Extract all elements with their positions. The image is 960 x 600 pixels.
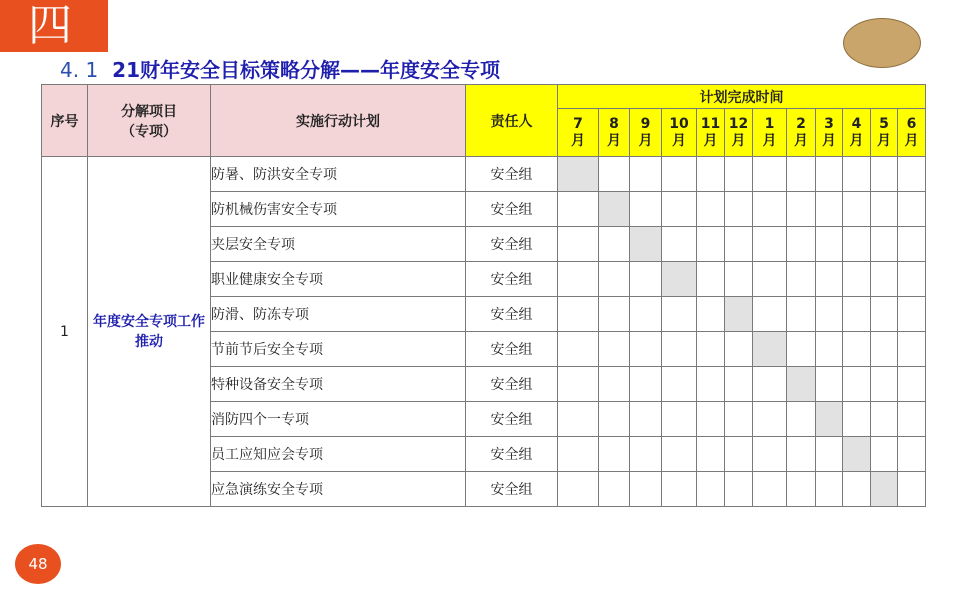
schedule-cell bbox=[662, 192, 697, 227]
owner-cell: 安全组 bbox=[466, 472, 558, 507]
schedule-cell bbox=[599, 332, 630, 367]
schedule-cell bbox=[558, 437, 599, 472]
header-plan: 实施行动计划 bbox=[211, 85, 466, 157]
row-category: 年度安全专项工作推动 bbox=[88, 157, 211, 507]
schedule-cell bbox=[843, 297, 871, 332]
schedule-cell-filled bbox=[787, 367, 816, 402]
plan-item: 特种设备安全专项 bbox=[211, 367, 466, 402]
month-number: 7 bbox=[573, 115, 583, 132]
schedule-cell bbox=[898, 402, 926, 437]
title-text: 21财年安全目标策略分解——年度安全专项 bbox=[112, 58, 501, 82]
schedule-cell bbox=[662, 437, 697, 472]
schedule-cell bbox=[662, 157, 697, 192]
schedule-cell bbox=[753, 157, 787, 192]
schedule-cell bbox=[599, 437, 630, 472]
schedule-cell bbox=[599, 297, 630, 332]
schedule-cell bbox=[816, 262, 843, 297]
schedule-cell bbox=[558, 227, 599, 262]
schedule-cell bbox=[898, 297, 926, 332]
header-schedule: 计划完成时间 bbox=[558, 85, 926, 109]
month-unit: 月 bbox=[672, 132, 686, 149]
schedule-cell bbox=[753, 192, 787, 227]
schedule-cell bbox=[662, 472, 697, 507]
schedule-cell bbox=[871, 367, 898, 402]
month-unit: 月 bbox=[762, 132, 777, 149]
schedule-cell-filled bbox=[871, 472, 898, 507]
schedule-cell bbox=[558, 192, 599, 227]
schedule-cell bbox=[697, 157, 725, 192]
schedule-cell bbox=[871, 262, 898, 297]
schedule-cell-filled bbox=[630, 227, 662, 262]
schedule-cell bbox=[662, 402, 697, 437]
header-breakdown bbox=[88, 85, 211, 157]
header-breakdown-line1: 分解项目 bbox=[121, 103, 177, 120]
schedule-cell bbox=[725, 227, 753, 262]
month-number: 1 bbox=[764, 115, 775, 132]
schedule-cell bbox=[697, 437, 725, 472]
schedule-cell bbox=[898, 227, 926, 262]
header-month bbox=[843, 109, 871, 157]
schedule-cell bbox=[599, 367, 630, 402]
header-month bbox=[558, 109, 599, 157]
schedule-cell bbox=[753, 437, 787, 472]
schedule-cell bbox=[630, 437, 662, 472]
schedule-cell bbox=[558, 262, 599, 297]
month-number: 10 bbox=[669, 115, 689, 132]
schedule-cell bbox=[816, 332, 843, 367]
plan-item: 防暑、防洪安全专项 bbox=[211, 157, 466, 192]
header-breakdown-line2: （专项） bbox=[121, 123, 177, 140]
header-month bbox=[725, 109, 753, 157]
schedule-cell bbox=[599, 402, 630, 437]
schedule-cell bbox=[787, 297, 816, 332]
logo-image bbox=[843, 18, 921, 68]
schedule-cell bbox=[725, 332, 753, 367]
schedule-cell bbox=[697, 262, 725, 297]
header-owner: 责任人 bbox=[466, 85, 558, 157]
header-month bbox=[753, 109, 787, 157]
schedule-cell bbox=[787, 192, 816, 227]
schedule-cell bbox=[697, 332, 725, 367]
schedule-cell bbox=[816, 297, 843, 332]
table-row bbox=[42, 157, 926, 192]
schedule-cell bbox=[662, 367, 697, 402]
owner-cell: 安全组 bbox=[466, 297, 558, 332]
schedule-cell bbox=[662, 227, 697, 262]
page-number-badge: 48 bbox=[15, 544, 61, 584]
schedule-cell bbox=[843, 262, 871, 297]
schedule-cell bbox=[787, 332, 816, 367]
owner-cell: 安全组 bbox=[466, 437, 558, 472]
month-unit: 月 bbox=[877, 132, 891, 149]
header-month bbox=[697, 109, 725, 157]
schedule-cell bbox=[753, 402, 787, 437]
header-month bbox=[662, 109, 697, 157]
schedule-cell bbox=[599, 227, 630, 262]
schedule-cell bbox=[898, 262, 926, 297]
header-month bbox=[630, 109, 662, 157]
schedule-cell bbox=[753, 367, 787, 402]
month-number: 3 bbox=[824, 115, 834, 132]
plan-item: 节前节后安全专项 bbox=[211, 332, 466, 367]
schedule-cell bbox=[816, 157, 843, 192]
schedule-cell bbox=[599, 157, 630, 192]
schedule-cell bbox=[725, 367, 753, 402]
schedule-cell bbox=[630, 472, 662, 507]
plan-item: 消防四个一专项 bbox=[211, 402, 466, 437]
owner-cell: 安全组 bbox=[466, 367, 558, 402]
plan-item: 防滑、防冻专项 bbox=[211, 297, 466, 332]
schedule-cell bbox=[697, 402, 725, 437]
schedule-cell bbox=[787, 157, 816, 192]
schedule-cell-filled bbox=[725, 297, 753, 332]
schedule-cell bbox=[787, 472, 816, 507]
schedule-cell bbox=[697, 472, 725, 507]
header-month bbox=[599, 109, 630, 157]
section-number: 四 bbox=[28, 0, 72, 51]
schedule-cell bbox=[558, 402, 599, 437]
schedule-cell-filled bbox=[843, 437, 871, 472]
schedule-cell-filled bbox=[558, 157, 599, 192]
schedule-cell bbox=[753, 297, 787, 332]
schedule-cell bbox=[787, 402, 816, 437]
schedule-cell bbox=[753, 227, 787, 262]
owner-cell: 安全组 bbox=[466, 402, 558, 437]
header-month bbox=[871, 109, 898, 157]
schedule-cell bbox=[871, 192, 898, 227]
plan-item: 应急演练安全专项 bbox=[211, 472, 466, 507]
month-number: 5 bbox=[879, 115, 889, 132]
month-unit: 月 bbox=[607, 132, 621, 149]
header-month bbox=[816, 109, 843, 157]
header-seq: 序号 bbox=[42, 85, 88, 157]
schedule-cell bbox=[697, 367, 725, 402]
month-unit: 月 bbox=[822, 132, 836, 149]
schedule-cell bbox=[599, 262, 630, 297]
slide-title bbox=[60, 54, 500, 83]
schedule-cell bbox=[816, 472, 843, 507]
schedule-cell bbox=[843, 157, 871, 192]
schedule-cell bbox=[630, 332, 662, 367]
schedule-cell bbox=[898, 437, 926, 472]
month-unit: 月 bbox=[794, 132, 808, 149]
schedule-cell bbox=[599, 472, 630, 507]
schedule-cell bbox=[816, 192, 843, 227]
plan-item: 员工应知应会专项 bbox=[211, 437, 466, 472]
month-number: 8 bbox=[609, 115, 619, 132]
section-marker bbox=[0, 0, 108, 52]
schedule-cell bbox=[816, 227, 843, 262]
schedule-cell bbox=[662, 297, 697, 332]
row-seq: 1 bbox=[42, 157, 88, 507]
schedule-cell bbox=[630, 262, 662, 297]
schedule-cell bbox=[630, 192, 662, 227]
month-number: 11 bbox=[700, 115, 721, 132]
schedule-cell bbox=[753, 262, 787, 297]
plan-item: 职业健康安全专项 bbox=[211, 262, 466, 297]
month-unit: 月 bbox=[731, 132, 746, 149]
schedule-cell bbox=[725, 192, 753, 227]
month-number: 12 bbox=[728, 115, 749, 132]
schedule-cell bbox=[630, 297, 662, 332]
owner-cell: 安全组 bbox=[466, 227, 558, 262]
schedule-cell bbox=[725, 402, 753, 437]
schedule-cell bbox=[898, 472, 926, 507]
month-number: 4 bbox=[851, 115, 862, 132]
schedule-cell bbox=[898, 157, 926, 192]
schedule-cell bbox=[843, 402, 871, 437]
schedule-cell bbox=[662, 332, 697, 367]
schedule-cell bbox=[816, 437, 843, 472]
schedule-cell bbox=[787, 437, 816, 472]
month-unit: 月 bbox=[638, 132, 653, 149]
schedule-cell bbox=[558, 367, 599, 402]
month-number: 9 bbox=[640, 115, 651, 132]
month-unit: 月 bbox=[849, 132, 864, 149]
schedule-cell bbox=[725, 437, 753, 472]
owner-cell: 安全组 bbox=[466, 262, 558, 297]
month-number: 6 bbox=[906, 115, 917, 132]
owner-cell: 安全组 bbox=[466, 157, 558, 192]
schedule-cell-filled bbox=[816, 402, 843, 437]
schedule-cell bbox=[898, 192, 926, 227]
header-month bbox=[898, 109, 926, 157]
schedule-cell bbox=[630, 367, 662, 402]
schedule-cell bbox=[843, 192, 871, 227]
schedule-cell bbox=[630, 157, 662, 192]
schedule-cell bbox=[871, 157, 898, 192]
schedule-cell bbox=[697, 297, 725, 332]
schedule-cell bbox=[871, 332, 898, 367]
owner-cell: 安全组 bbox=[466, 332, 558, 367]
schedule-cell bbox=[843, 472, 871, 507]
schedule-cell bbox=[898, 332, 926, 367]
plan-item: 夹层安全专项 bbox=[211, 227, 466, 262]
month-unit: 月 bbox=[904, 132, 919, 149]
schedule-cell bbox=[725, 157, 753, 192]
schedule-cell-filled bbox=[753, 332, 787, 367]
schedule-cell-filled bbox=[662, 262, 697, 297]
schedule-cell bbox=[558, 472, 599, 507]
schedule-cell bbox=[787, 262, 816, 297]
schedule-cell bbox=[843, 332, 871, 367]
title-number: 4. 1 bbox=[60, 58, 99, 82]
schedule-cell bbox=[725, 472, 753, 507]
schedule-cell bbox=[843, 227, 871, 262]
schedule-cell bbox=[697, 192, 725, 227]
plan-table bbox=[41, 84, 926, 507]
month-unit: 月 bbox=[703, 132, 718, 149]
schedule-cell bbox=[871, 227, 898, 262]
schedule-cell bbox=[558, 332, 599, 367]
schedule-cell bbox=[871, 437, 898, 472]
schedule-cell bbox=[816, 367, 843, 402]
schedule-cell bbox=[843, 367, 871, 402]
schedule-cell bbox=[787, 227, 816, 262]
schedule-cell-filled bbox=[599, 192, 630, 227]
schedule-cell bbox=[898, 367, 926, 402]
owner-cell: 安全组 bbox=[466, 192, 558, 227]
schedule-cell bbox=[871, 297, 898, 332]
schedule-cell bbox=[630, 402, 662, 437]
schedule-cell bbox=[753, 472, 787, 507]
month-number: 2 bbox=[796, 115, 806, 132]
schedule-cell bbox=[697, 227, 725, 262]
month-unit: 月 bbox=[571, 132, 585, 149]
header-month bbox=[787, 109, 816, 157]
schedule-cell bbox=[871, 402, 898, 437]
schedule-cell bbox=[558, 297, 599, 332]
schedule-cell bbox=[725, 262, 753, 297]
plan-item: 防机械伤害安全专项 bbox=[211, 192, 466, 227]
